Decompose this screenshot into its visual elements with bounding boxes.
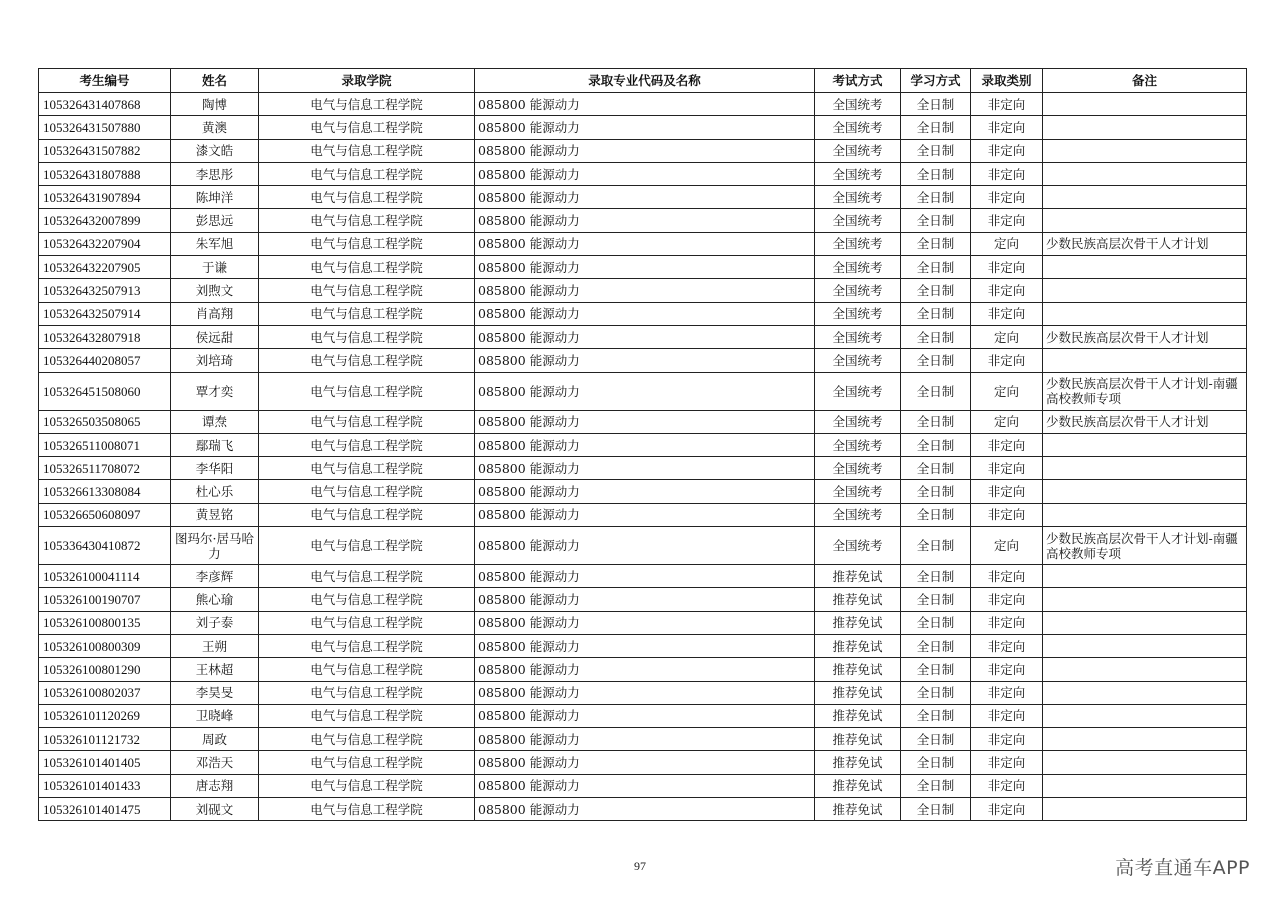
exam-method-cell: 推荐免试 bbox=[815, 611, 901, 634]
table-row bbox=[39, 186, 1247, 209]
header-name: 姓名 bbox=[171, 69, 259, 93]
study-mode-cell: 全日制 bbox=[901, 480, 971, 503]
remarks-cell bbox=[1043, 611, 1247, 634]
exam-method-cell: 全国统考 bbox=[815, 256, 901, 279]
table-row bbox=[39, 433, 1247, 456]
candidate-id-cell: 105326101121732 bbox=[39, 728, 171, 751]
candidate-id-cell: 105326511708072 bbox=[39, 457, 171, 480]
candidate-id-cell: 105326100190707 bbox=[39, 588, 171, 611]
remarks-cell: 少数民族高层次骨干人才计划 bbox=[1043, 325, 1247, 348]
study-mode-cell: 全日制 bbox=[901, 256, 971, 279]
exam-method-cell: 推荐免试 bbox=[815, 798, 901, 821]
admission-type-cell: 定向 bbox=[971, 527, 1043, 565]
admission-list-table bbox=[38, 68, 1247, 821]
name-cell: 肖高翔 bbox=[171, 302, 259, 325]
header-college: 录取学院 bbox=[259, 69, 475, 93]
admission-type-cell: 非定向 bbox=[971, 480, 1043, 503]
remarks-cell bbox=[1043, 139, 1247, 162]
name-cell: 谭焘 bbox=[171, 410, 259, 433]
name-cell: 彭思远 bbox=[171, 209, 259, 232]
table-row bbox=[39, 232, 1247, 255]
remarks-cell: 少数民族高层次骨干人才计划 bbox=[1043, 232, 1247, 255]
name-cell: 陶博 bbox=[171, 93, 259, 116]
remarks-cell bbox=[1043, 681, 1247, 704]
admission-type-cell: 非定向 bbox=[971, 751, 1043, 774]
study-mode-cell: 全日制 bbox=[901, 162, 971, 185]
candidate-id-cell: 105326511008071 bbox=[39, 433, 171, 456]
admission-type-cell: 非定向 bbox=[971, 503, 1043, 526]
major-cell: 085800 能源动力 bbox=[475, 728, 815, 751]
college-cell: 电气与信息工程学院 bbox=[259, 588, 475, 611]
name-cell: 李昊旻 bbox=[171, 681, 259, 704]
admission-type-cell: 非定向 bbox=[971, 256, 1043, 279]
candidate-id-cell: 105326100800135 bbox=[39, 611, 171, 634]
table-row bbox=[39, 728, 1247, 751]
admission-type-cell: 非定向 bbox=[971, 634, 1043, 657]
exam-method-cell: 全国统考 bbox=[815, 349, 901, 372]
admission-type-cell: 非定向 bbox=[971, 349, 1043, 372]
remarks-cell bbox=[1043, 349, 1247, 372]
exam-method-cell: 推荐免试 bbox=[815, 634, 901, 657]
candidate-id-cell: 105326432007899 bbox=[39, 209, 171, 232]
candidate-id-cell: 105326100802037 bbox=[39, 681, 171, 704]
study-mode-cell: 全日制 bbox=[901, 139, 971, 162]
candidate-id-cell: 105336430410872 bbox=[39, 527, 171, 565]
major-cell: 085800 能源动力 bbox=[475, 162, 815, 185]
study-mode-cell: 全日制 bbox=[901, 116, 971, 139]
name-cell: 周政 bbox=[171, 728, 259, 751]
name-cell: 陈坤洋 bbox=[171, 186, 259, 209]
candidate-id-cell: 105326431507882 bbox=[39, 139, 171, 162]
name-cell: 卫晓峰 bbox=[171, 704, 259, 727]
table-row bbox=[39, 503, 1247, 526]
exam-method-cell: 全国统考 bbox=[815, 139, 901, 162]
exam-method-cell: 全国统考 bbox=[815, 372, 901, 410]
college-cell: 电气与信息工程学院 bbox=[259, 433, 475, 456]
remarks-cell: 少数民族高层次骨干人才计划-南疆高校教师专项 bbox=[1043, 372, 1247, 410]
remarks-cell bbox=[1043, 279, 1247, 302]
admission-type-cell: 非定向 bbox=[971, 302, 1043, 325]
exam-method-cell: 全国统考 bbox=[815, 232, 901, 255]
major-cell: 085800 能源动力 bbox=[475, 232, 815, 255]
study-mode-cell: 全日制 bbox=[901, 372, 971, 410]
admission-type-cell: 非定向 bbox=[971, 457, 1043, 480]
major-cell: 085800 能源动力 bbox=[475, 704, 815, 727]
table-row bbox=[39, 798, 1247, 821]
table-row bbox=[39, 256, 1247, 279]
admission-type-cell: 非定向 bbox=[971, 588, 1043, 611]
college-cell: 电气与信息工程学院 bbox=[259, 611, 475, 634]
remarks-cell bbox=[1043, 588, 1247, 611]
major-cell: 085800 能源动力 bbox=[475, 503, 815, 526]
college-cell: 电气与信息工程学院 bbox=[259, 325, 475, 348]
study-mode-cell: 全日制 bbox=[901, 704, 971, 727]
candidate-id-cell: 105326431807888 bbox=[39, 162, 171, 185]
major-cell: 085800 能源动力 bbox=[475, 139, 815, 162]
name-cell: 熊心瑜 bbox=[171, 588, 259, 611]
study-mode-cell: 全日制 bbox=[901, 751, 971, 774]
major-cell: 085800 能源动力 bbox=[475, 209, 815, 232]
major-cell: 085800 能源动力 bbox=[475, 325, 815, 348]
header-exam-method: 考试方式 bbox=[815, 69, 901, 93]
admission-type-cell: 定向 bbox=[971, 372, 1043, 410]
admission-type-cell: 非定向 bbox=[971, 433, 1043, 456]
study-mode-cell: 全日制 bbox=[901, 527, 971, 565]
remarks-cell bbox=[1043, 634, 1247, 657]
major-cell: 085800 能源动力 bbox=[475, 433, 815, 456]
college-cell: 电气与信息工程学院 bbox=[259, 279, 475, 302]
table-row bbox=[39, 325, 1247, 348]
major-cell: 085800 能源动力 bbox=[475, 588, 815, 611]
major-cell: 085800 能源动力 bbox=[475, 480, 815, 503]
table-row bbox=[39, 116, 1247, 139]
college-cell: 电气与信息工程学院 bbox=[259, 186, 475, 209]
name-cell: 黄昱铭 bbox=[171, 503, 259, 526]
college-cell: 电气与信息工程学院 bbox=[259, 93, 475, 116]
candidate-id-cell: 105326432807918 bbox=[39, 325, 171, 348]
major-cell: 085800 能源动力 bbox=[475, 256, 815, 279]
exam-method-cell: 推荐免试 bbox=[815, 588, 901, 611]
table-body bbox=[39, 93, 1247, 821]
name-cell: 鄢瑞飞 bbox=[171, 433, 259, 456]
exam-method-cell: 推荐免试 bbox=[815, 774, 901, 797]
study-mode-cell: 全日制 bbox=[901, 209, 971, 232]
name-cell: 覃才奕 bbox=[171, 372, 259, 410]
study-mode-cell: 全日制 bbox=[901, 302, 971, 325]
major-cell: 085800 能源动力 bbox=[475, 658, 815, 681]
name-cell: 朱军旭 bbox=[171, 232, 259, 255]
candidate-id-cell: 105326650608097 bbox=[39, 503, 171, 526]
exam-method-cell: 全国统考 bbox=[815, 162, 901, 185]
header-major: 录取专业代码及名称 bbox=[475, 69, 815, 93]
major-cell: 085800 能源动力 bbox=[475, 186, 815, 209]
admission-type-cell: 非定向 bbox=[971, 681, 1043, 704]
name-cell: 王朔 bbox=[171, 634, 259, 657]
name-cell: 邓浩天 bbox=[171, 751, 259, 774]
name-cell: 刘砚文 bbox=[171, 798, 259, 821]
college-cell: 电气与信息工程学院 bbox=[259, 527, 475, 565]
college-cell: 电气与信息工程学院 bbox=[259, 728, 475, 751]
major-cell: 085800 能源动力 bbox=[475, 349, 815, 372]
study-mode-cell: 全日制 bbox=[901, 279, 971, 302]
study-mode-cell: 全日制 bbox=[901, 798, 971, 821]
watermark: 高考直通车APP bbox=[1115, 857, 1250, 879]
table-row bbox=[39, 209, 1247, 232]
college-cell: 电气与信息工程学院 bbox=[259, 774, 475, 797]
exam-method-cell: 全国统考 bbox=[815, 116, 901, 139]
candidate-id-cell: 105326432507913 bbox=[39, 279, 171, 302]
table-row bbox=[39, 279, 1247, 302]
major-cell: 085800 能源动力 bbox=[475, 527, 815, 565]
table-row bbox=[39, 372, 1247, 410]
exam-method-cell: 推荐免试 bbox=[815, 728, 901, 751]
table-row bbox=[39, 751, 1247, 774]
table-row bbox=[39, 704, 1247, 727]
exam-method-cell: 全国统考 bbox=[815, 410, 901, 433]
exam-method-cell: 推荐免试 bbox=[815, 658, 901, 681]
candidate-id-cell: 105326451508060 bbox=[39, 372, 171, 410]
study-mode-cell: 全日制 bbox=[901, 433, 971, 456]
name-cell: 王林超 bbox=[171, 658, 259, 681]
college-cell: 电气与信息工程学院 bbox=[259, 162, 475, 185]
name-cell: 黄澳 bbox=[171, 116, 259, 139]
candidate-id-cell: 105326431907894 bbox=[39, 186, 171, 209]
remarks-cell bbox=[1043, 728, 1247, 751]
study-mode-cell: 全日制 bbox=[901, 611, 971, 634]
candidate-id-cell: 105326101401433 bbox=[39, 774, 171, 797]
exam-method-cell: 全国统考 bbox=[815, 93, 901, 116]
study-mode-cell: 全日制 bbox=[901, 681, 971, 704]
header-candidate-id: 考生编号 bbox=[39, 69, 171, 93]
admission-type-cell: 定向 bbox=[971, 232, 1043, 255]
remarks-cell bbox=[1043, 503, 1247, 526]
candidate-id-cell: 105326432507914 bbox=[39, 302, 171, 325]
exam-method-cell: 全国统考 bbox=[815, 302, 901, 325]
remarks-cell: 少数民族高层次骨干人才计划 bbox=[1043, 410, 1247, 433]
name-cell: 漆文皓 bbox=[171, 139, 259, 162]
exam-method-cell: 全国统考 bbox=[815, 457, 901, 480]
candidate-id-cell: 105326440208057 bbox=[39, 349, 171, 372]
remarks-cell bbox=[1043, 186, 1247, 209]
table-row bbox=[39, 93, 1247, 116]
remarks-cell bbox=[1043, 433, 1247, 456]
exam-method-cell: 全国统考 bbox=[815, 325, 901, 348]
major-cell: 085800 能源动力 bbox=[475, 116, 815, 139]
major-cell: 085800 能源动力 bbox=[475, 565, 815, 588]
remarks-cell bbox=[1043, 774, 1247, 797]
major-cell: 085800 能源动力 bbox=[475, 372, 815, 410]
major-cell: 085800 能源动力 bbox=[475, 279, 815, 302]
study-mode-cell: 全日制 bbox=[901, 93, 971, 116]
table-row bbox=[39, 162, 1247, 185]
major-cell: 085800 能源动力 bbox=[475, 302, 815, 325]
name-cell: 刘煦文 bbox=[171, 279, 259, 302]
header-remarks: 备注 bbox=[1043, 69, 1247, 93]
admission-type-cell: 定向 bbox=[971, 410, 1043, 433]
remarks-cell bbox=[1043, 256, 1247, 279]
major-cell: 085800 能源动力 bbox=[475, 634, 815, 657]
name-cell: 李华阳 bbox=[171, 457, 259, 480]
college-cell: 电气与信息工程学院 bbox=[259, 798, 475, 821]
exam-method-cell: 全国统考 bbox=[815, 503, 901, 526]
candidate-id-cell: 105326503508065 bbox=[39, 410, 171, 433]
admission-type-cell: 非定向 bbox=[971, 209, 1043, 232]
candidate-id-cell: 105326432207905 bbox=[39, 256, 171, 279]
college-cell: 电气与信息工程学院 bbox=[259, 503, 475, 526]
name-cell: 杜心乐 bbox=[171, 480, 259, 503]
admission-type-cell: 非定向 bbox=[971, 279, 1043, 302]
college-cell: 电气与信息工程学院 bbox=[259, 209, 475, 232]
study-mode-cell: 全日制 bbox=[901, 634, 971, 657]
candidate-id-cell: 105326431407868 bbox=[39, 93, 171, 116]
major-cell: 085800 能源动力 bbox=[475, 774, 815, 797]
college-cell: 电气与信息工程学院 bbox=[259, 457, 475, 480]
college-cell: 电气与信息工程学院 bbox=[259, 116, 475, 139]
exam-method-cell: 推荐免试 bbox=[815, 681, 901, 704]
college-cell: 电气与信息工程学院 bbox=[259, 302, 475, 325]
admission-type-cell: 非定向 bbox=[971, 565, 1043, 588]
study-mode-cell: 全日制 bbox=[901, 232, 971, 255]
table-row bbox=[39, 588, 1247, 611]
college-cell: 电气与信息工程学院 bbox=[259, 658, 475, 681]
admission-type-cell: 非定向 bbox=[971, 704, 1043, 727]
admission-type-cell: 非定向 bbox=[971, 774, 1043, 797]
table-row bbox=[39, 611, 1247, 634]
candidate-id-cell: 105326100801290 bbox=[39, 658, 171, 681]
college-cell: 电气与信息工程学院 bbox=[259, 139, 475, 162]
exam-method-cell: 全国统考 bbox=[815, 527, 901, 565]
admission-type-cell: 非定向 bbox=[971, 658, 1043, 681]
table-row bbox=[39, 565, 1247, 588]
table-row bbox=[39, 457, 1247, 480]
exam-method-cell: 推荐免试 bbox=[815, 751, 901, 774]
admission-type-cell: 非定向 bbox=[971, 116, 1043, 139]
remarks-cell bbox=[1043, 480, 1247, 503]
exam-method-cell: 推荐免试 bbox=[815, 704, 901, 727]
study-mode-cell: 全日制 bbox=[901, 325, 971, 348]
major-cell: 085800 能源动力 bbox=[475, 611, 815, 634]
candidate-id-cell: 105326613308084 bbox=[39, 480, 171, 503]
table-row bbox=[39, 634, 1247, 657]
admission-type-cell: 非定向 bbox=[971, 139, 1043, 162]
table-row bbox=[39, 527, 1247, 565]
exam-method-cell: 全国统考 bbox=[815, 279, 901, 302]
college-cell: 电气与信息工程学院 bbox=[259, 349, 475, 372]
admission-type-cell: 非定向 bbox=[971, 728, 1043, 751]
study-mode-cell: 全日制 bbox=[901, 588, 971, 611]
name-cell: 李彦辉 bbox=[171, 565, 259, 588]
exam-method-cell: 全国统考 bbox=[815, 480, 901, 503]
remarks-cell bbox=[1043, 565, 1247, 588]
exam-method-cell: 推荐免试 bbox=[815, 565, 901, 588]
table-row bbox=[39, 349, 1247, 372]
table-row bbox=[39, 410, 1247, 433]
candidate-id-cell: 105326431507880 bbox=[39, 116, 171, 139]
candidate-id-cell: 105326101120269 bbox=[39, 704, 171, 727]
study-mode-cell: 全日制 bbox=[901, 774, 971, 797]
college-cell: 电气与信息工程学院 bbox=[259, 410, 475, 433]
name-cell: 刘子泰 bbox=[171, 611, 259, 634]
admission-type-cell: 定向 bbox=[971, 325, 1043, 348]
table-row bbox=[39, 139, 1247, 162]
study-mode-cell: 全日制 bbox=[901, 728, 971, 751]
name-cell: 李思彤 bbox=[171, 162, 259, 185]
study-mode-cell: 全日制 bbox=[901, 186, 971, 209]
study-mode-cell: 全日制 bbox=[901, 457, 971, 480]
name-cell: 刘培琦 bbox=[171, 349, 259, 372]
remarks-cell bbox=[1043, 116, 1247, 139]
candidate-id-cell: 105326100800309 bbox=[39, 634, 171, 657]
name-cell: 于谦 bbox=[171, 256, 259, 279]
major-cell: 085800 能源动力 bbox=[475, 798, 815, 821]
candidate-id-cell: 105326432207904 bbox=[39, 232, 171, 255]
college-cell: 电气与信息工程学院 bbox=[259, 480, 475, 503]
name-cell: 图玛尔·居马哈力 bbox=[171, 527, 259, 565]
study-mode-cell: 全日制 bbox=[901, 565, 971, 588]
college-cell: 电气与信息工程学院 bbox=[259, 256, 475, 279]
study-mode-cell: 全日制 bbox=[901, 503, 971, 526]
major-cell: 085800 能源动力 bbox=[475, 93, 815, 116]
table-row bbox=[39, 302, 1247, 325]
remarks-cell bbox=[1043, 93, 1247, 116]
header-admission-type: 录取类别 bbox=[971, 69, 1043, 93]
study-mode-cell: 全日制 bbox=[901, 410, 971, 433]
study-mode-cell: 全日制 bbox=[901, 349, 971, 372]
remarks-cell bbox=[1043, 302, 1247, 325]
table-row bbox=[39, 681, 1247, 704]
page-number: 97 bbox=[634, 859, 646, 873]
college-cell: 电气与信息工程学院 bbox=[259, 372, 475, 410]
college-cell: 电气与信息工程学院 bbox=[259, 634, 475, 657]
remarks-cell bbox=[1043, 751, 1247, 774]
major-cell: 085800 能源动力 bbox=[475, 457, 815, 480]
major-cell: 085800 能源动力 bbox=[475, 681, 815, 704]
college-cell: 电气与信息工程学院 bbox=[259, 565, 475, 588]
college-cell: 电气与信息工程学院 bbox=[259, 681, 475, 704]
major-cell: 085800 能源动力 bbox=[475, 751, 815, 774]
header-study-mode: 学习方式 bbox=[901, 69, 971, 93]
study-mode-cell: 全日制 bbox=[901, 658, 971, 681]
remarks-cell bbox=[1043, 209, 1247, 232]
table-row bbox=[39, 480, 1247, 503]
table-row bbox=[39, 658, 1247, 681]
remarks-cell bbox=[1043, 162, 1247, 185]
candidate-id-cell: 105326101401405 bbox=[39, 751, 171, 774]
table-row bbox=[39, 774, 1247, 797]
table-header-row bbox=[39, 69, 1247, 93]
exam-method-cell: 全国统考 bbox=[815, 209, 901, 232]
major-cell: 085800 能源动力 bbox=[475, 410, 815, 433]
name-cell: 唐志翔 bbox=[171, 774, 259, 797]
college-cell: 电气与信息工程学院 bbox=[259, 232, 475, 255]
remarks-cell bbox=[1043, 658, 1247, 681]
candidate-id-cell: 105326100041114 bbox=[39, 565, 171, 588]
admission-type-cell: 非定向 bbox=[971, 798, 1043, 821]
college-cell: 电气与信息工程学院 bbox=[259, 704, 475, 727]
remarks-cell bbox=[1043, 457, 1247, 480]
exam-method-cell: 全国统考 bbox=[815, 433, 901, 456]
admission-type-cell: 非定向 bbox=[971, 611, 1043, 634]
name-cell: 侯远甜 bbox=[171, 325, 259, 348]
remarks-cell bbox=[1043, 704, 1247, 727]
remarks-cell: 少数民族高层次骨干人才计划-南疆高校教师专项 bbox=[1043, 527, 1247, 565]
admission-type-cell: 非定向 bbox=[971, 162, 1043, 185]
admission-type-cell: 非定向 bbox=[971, 93, 1043, 116]
candidate-id-cell: 105326101401475 bbox=[39, 798, 171, 821]
remarks-cell bbox=[1043, 798, 1247, 821]
exam-method-cell: 全国统考 bbox=[815, 186, 901, 209]
college-cell: 电气与信息工程学院 bbox=[259, 751, 475, 774]
admission-type-cell: 非定向 bbox=[971, 186, 1043, 209]
